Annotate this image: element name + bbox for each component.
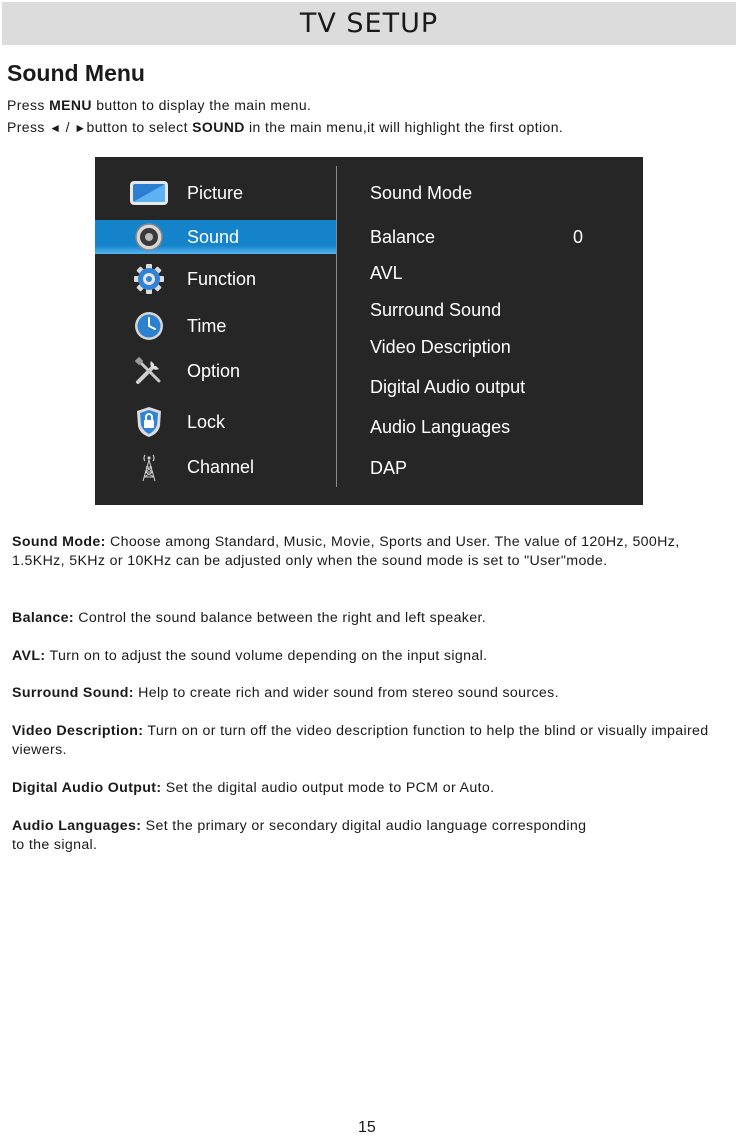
intro-text: Press [7,119,50,135]
description-term: Sound Mode: [12,534,106,550]
description-balance [12,609,712,628]
menu-label-option: Option [187,361,241,381]
description-audio-languages [12,817,592,855]
description-term: Audio Languages: [12,818,142,834]
option-audio-languages[interactable]: Audio Languages [370,417,511,437]
menu-label-channel: Channel [187,457,255,477]
description-text: Set the digital audio output mode to PCM or Auto. [161,780,495,796]
option-balance-value: 0 [573,227,584,247]
description-text: Set the primary or secondary digital audio language corresponding to the signal. [12,818,587,853]
description-text: Help to create rich and wider sound from stereo sound sources. [133,685,559,701]
menu-item-channel[interactable] [95,450,336,484]
intro-text: / [61,119,75,135]
right-arrow-icon: ► [74,121,87,135]
description-surround-sound [12,684,712,703]
menu-label-time: Time [187,316,227,336]
option-balance[interactable]: Balance [370,227,436,247]
gear-icon [129,264,169,294]
menu-label-sound: Sound [187,227,240,247]
menu-item-lock[interactable] [95,405,336,439]
header-title: TV SETUP [299,8,439,39]
description-video-description [12,722,712,760]
antenna-icon [129,452,169,482]
page-number: 15 [358,1119,376,1136]
intro-text: button to select [86,119,193,135]
menu-label-lock: Lock [187,412,226,432]
lock-icon [129,407,169,437]
option-avl[interactable]: AVL [370,263,403,283]
description-term: Digital Audio Output: [12,780,162,796]
description-text: Control the sound balance between the right and left speaker. [73,610,487,626]
tv-screen [95,157,643,505]
speaker-icon [129,222,169,252]
option-surround-sound[interactable]: Surround Sound [370,300,502,320]
option-digital-audio-output[interactable]: Digital Audio output [370,377,526,397]
intro-text: button to display the main menu. [91,97,312,113]
option-dap[interactable]: DAP [370,458,408,478]
intro-line-2 [7,119,563,135]
description-term: Balance: [12,610,74,626]
description-digital-audio-output [12,779,712,798]
menu-item-option[interactable] [95,354,336,388]
menu-label-picture: Picture [187,183,244,203]
tools-icon [129,356,169,386]
menu-label-function: Function [187,269,257,289]
clock-icon [129,311,169,341]
menu-item-time[interactable] [95,309,336,343]
sound-key-label: SOUND [192,119,245,135]
menu-item-picture[interactable] [95,176,336,210]
intro-line-1 [7,97,311,113]
description-term: Surround Sound: [12,685,134,701]
option-video-description[interactable]: Video Description [370,337,511,357]
description-avl [12,647,712,666]
menu-item-function[interactable] [95,262,336,296]
intro-text: in the main menu,it will highlight the first option. [244,119,564,135]
section-title: Sound Menu [7,60,145,86]
menu-item-sound[interactable] [95,220,336,254]
description-term: Video Description: [12,723,144,739]
description-text: Turn on to adjust the sound volume depending on the input signal. [45,648,488,664]
left-arrow-icon: ◄ [49,121,62,135]
description-sound-mode [12,533,712,571]
menu-divider [336,166,337,487]
picture-icon [129,178,169,208]
page-header [2,2,736,45]
intro-text: Press [7,97,50,113]
description-term: AVL: [12,648,46,664]
option-sound-mode[interactable]: Sound Mode [370,183,473,203]
description-text: Choose among Standard, Music, Movie, Sports and User. The value of 120Hz, 500Hz, 1.5KHz, 5KHz or 10KHz can be adjusted only when the sound mode is set to "User"mode. [12,534,680,569]
description-text: Turn on or turn off the video description function to help the blind or visually impaired viewers. [12,723,709,758]
menu-key-label: MENU [49,97,92,113]
